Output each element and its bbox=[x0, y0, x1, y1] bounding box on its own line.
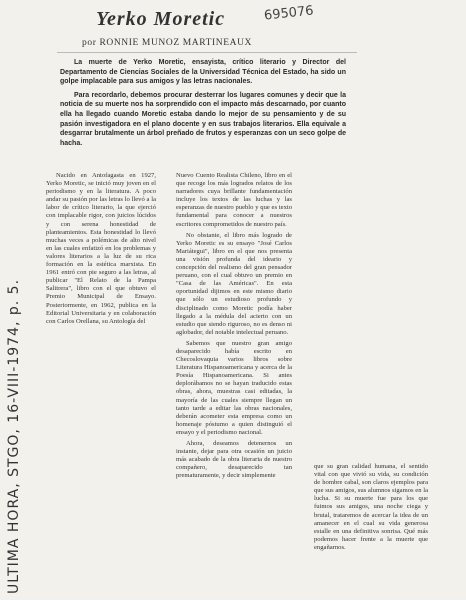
handwritten-source-note: ULTIMA HORA, STGO, 16-VIII-1974, p. 5. bbox=[6, 278, 22, 594]
body-paragraph: Sabemos que nuestro gran amigo desaparecido había escrito en Checoslovaquia varios libros sobre Literatura Hispanoamericana y acerca de la Poesía Hispanoamericana. Si antes deplorábamos no se hayan traducido estas obras, ahora, muestras casi editadas, la mayoría de las cuales siempre llegan un tanto tarde a editar las obras nacionales, deberán acometer esta empresa como un homenaje póstumo a quien distinguió el ensayo y el periodismo nacional. bbox=[176, 339, 292, 436]
body-paragraph: No obstante, el libro más logrado de Yerko Moretic es su ensayo "José Carlos Mariátegui", libro en el que nos presenta una visión profunda del ideario y concepción del realismo del gran pensador peruano, con el cual obtuvo un premio en "Casa de las Américas". En esta oportunidad dijimos en este mismo diario que sólo un estudioso profundo y disciplinado como Moretic podía haber llegado a la médula del acierto con un estudio que siendo riguroso, no es denso ni aglobador, del notable intelectual peruano. bbox=[176, 231, 292, 336]
archive-stamp: 695076 bbox=[263, 3, 315, 24]
article-title: Yerko Moretic bbox=[96, 8, 226, 30]
lead-paragraph: La muerte de Yerko Moretic, ensayista, crítico literario y Director del Departamento de Ciencias Sociales de la Universidad Técnica del Estado, ha sido un golpe implacable para sus amigos y las letras nacionales. bbox=[60, 59, 346, 86]
body-column-2 bbox=[176, 172, 292, 602]
body-paragraph: Ahora, deseamos detenernos un instante, dejar para otra ocasión un juicio más acabado de la obra literaria de nuestro compañero, desaparecido tan prematuramente, y decir simplemente bbox=[176, 440, 292, 480]
body-column-3 bbox=[314, 463, 428, 603]
body-column-1 bbox=[46, 172, 156, 477]
title-divider bbox=[57, 52, 357, 53]
body-paragraph: Nacido en Antofagasta en 1927, Yerko Moretic, se inició muy joven en el periodismo y en la literatura. A poco andar su pasión por las letras lo llevó a la labor de crítico literario, la que ejerció con implacable rigor, con juicios lúcidos y con serena honestidad de planteamientos. Esta honestidad lo llevó muchas veces a polémicas de alto nivel en las cuales enfatizó en los problemas y valores literarios a la luz de su rica formación en la estética marxista. En 1961 entró con pie seguro a las letras, al publicar "El Relato de la Pampa Salitrera", libro con el que obtuvo el Premio Municipal de Ensayo. Posteriormente, en 1962, publica en la Editorial Universitaria y en colaboración con Carlos Orellana, su Antología del bbox=[46, 172, 156, 325]
body-paragraph: que su gran calidad humana, el sentido vital con que vivió su vida, su condición de hombre cabal, son claros ejemplos para que sus amigos, sus alumnos sigamos en la lucha. Si su muerte fue para los que fuimos sus amigos, una noche ciega y brutal, trataremos de acercar la idea de un amanecer en el cual su vida generosa estalle en una definitiva sonrisa. Qué más podemos hacer frente a la muerte que engañarnos. bbox=[314, 463, 428, 551]
article-lead bbox=[60, 58, 346, 152]
lead-paragraph: Para recordarlo, debemos procurar desterrar los lugares comunes y decir que la noticia de su muerte nos ha sorprendido con el impacto más descarnado, por cuanto ella ha llegado cuando Moretic estaba dando lo mejor de su pensamiento y de su pasión investigadora en el plano docente y en sus trabajos literarios. Ella equivale a desgarrar brutalmente un árbol preñado de frutos y esperanzas con un seco golpe de hacha. bbox=[60, 91, 346, 147]
body-paragraph: Nuevo Cuento Realista Chileno, libro en el que recoge los más logrados relatos de los narradores cuya brillante fundamentación incluye los textos de las luchas y las esperanzas de nuestro pueblo y que es texto fundamental para conocer a nuestros escritores comprometidos de nuestro país. bbox=[176, 172, 292, 228]
article-byline: por RONNIE MUNOZ MARTINEAUX bbox=[82, 38, 252, 48]
